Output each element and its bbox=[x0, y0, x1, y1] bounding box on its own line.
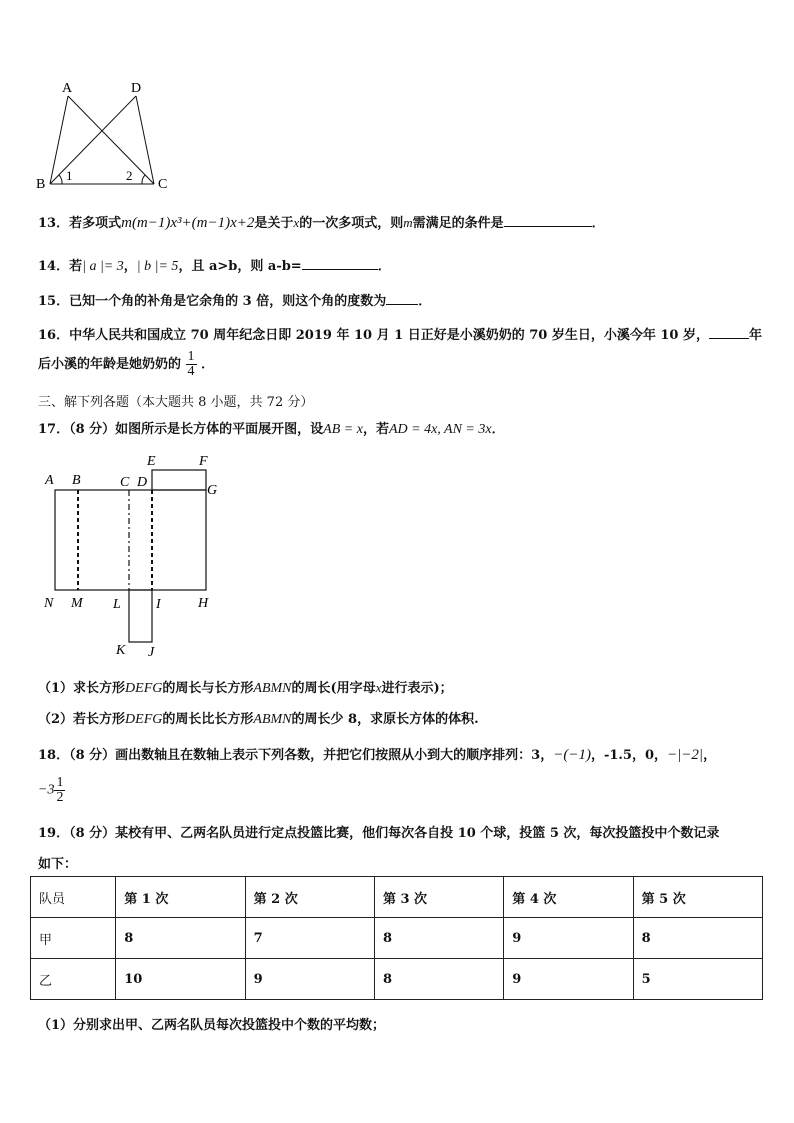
q17-part1-c: 的周长(用字母 bbox=[291, 681, 376, 696]
question-18 bbox=[38, 744, 716, 764]
q16-line1-end: 年 bbox=[749, 328, 763, 343]
table-row bbox=[31, 959, 763, 1000]
table-header-cell: 第 4 次 bbox=[504, 877, 633, 918]
q13-answer-blank[interactable] bbox=[504, 214, 592, 227]
net-label-i: I bbox=[156, 597, 161, 612]
table-header-cell: 第 1 次 bbox=[116, 877, 245, 918]
label-b: B bbox=[36, 177, 46, 192]
label-c: C bbox=[158, 177, 168, 192]
angle-1-arc bbox=[59, 175, 62, 184]
q17-text2: ，若 bbox=[362, 422, 389, 437]
question-16-line1 bbox=[38, 324, 762, 343]
net-label-l: L bbox=[113, 597, 121, 612]
question-14 bbox=[38, 255, 391, 275]
q13-end: ． bbox=[591, 216, 605, 231]
table-cell: 7 bbox=[245, 918, 374, 959]
table-cell: 8 bbox=[374, 918, 503, 959]
q13-prefix: 若多项式 bbox=[69, 216, 122, 231]
q14-text2: ，且 a>b，则 a-b= bbox=[178, 259, 302, 274]
cuboid-net-figure bbox=[40, 448, 240, 663]
q16-line1: 16．中华人民共和国成立 70 周年纪念日即 2019 年 10 月 1 日正好是小溪奶奶的 70 岁生日，小溪今年 10 岁， bbox=[38, 328, 709, 343]
net-label-a: A bbox=[45, 473, 54, 488]
table-cell: 8 bbox=[374, 959, 503, 1000]
q17-part1-a: （1）求长方形 bbox=[38, 681, 126, 696]
q16-frac-den: 4 bbox=[187, 364, 195, 379]
q18-num-3: 0 bbox=[645, 748, 655, 763]
q14-text1: 若 bbox=[69, 259, 83, 274]
q18-sep-2: ， bbox=[631, 748, 645, 763]
angle-2-arc bbox=[142, 175, 145, 184]
q13-var-x: x bbox=[293, 215, 300, 230]
q16-line2-end: ． bbox=[201, 357, 215, 372]
q18-num-1: −(−1) bbox=[553, 747, 591, 763]
question-15 bbox=[38, 290, 431, 309]
table-cell: 乙 bbox=[31, 959, 116, 1000]
q14-number: 14． bbox=[38, 259, 70, 274]
q14-abs-a: | a |= 3 bbox=[82, 259, 124, 274]
table-header-cell: 第 3 次 bbox=[374, 877, 503, 918]
q17-part1-defg: DEFG bbox=[125, 681, 163, 696]
q13-expression: m(m−1)x³+(m−1)x+2 bbox=[121, 215, 255, 231]
q17-cond1: AB = x bbox=[323, 422, 363, 437]
q13-middle: 是关于 bbox=[254, 216, 294, 231]
net-bottom-rect bbox=[129, 590, 152, 642]
q17-part2-b: 的周长比长方形 bbox=[162, 712, 254, 727]
net-top-rect bbox=[152, 470, 206, 490]
q16-fraction bbox=[186, 350, 197, 379]
q17-text: 17．（8 分）如图所示是长方体的平面展开图，设 bbox=[38, 422, 324, 437]
q14-answer-blank[interactable] bbox=[302, 257, 378, 270]
q17-part2-defg: DEFG bbox=[125, 712, 163, 727]
table-cell: 甲 bbox=[31, 918, 116, 959]
q18-text: 18．（8 分）画出数轴且在数轴上表示下列各数，并把它们按照从小到大的顺序排列：3， bbox=[38, 748, 554, 763]
q13-number: 13． bbox=[38, 216, 70, 231]
q18-mixed-number bbox=[38, 776, 65, 805]
net-label-e: E bbox=[147, 454, 156, 469]
q17-cond2: AD = 4x, AN = 3x bbox=[388, 422, 492, 437]
table-cell: 9 bbox=[245, 959, 374, 1000]
net-label-j: J bbox=[148, 645, 155, 660]
label-angle-1: 1 bbox=[66, 168, 73, 183]
table-cell: 9 bbox=[504, 959, 633, 1000]
q18-num-4: −|−2| bbox=[667, 747, 704, 763]
question-17-part1 bbox=[38, 677, 453, 697]
q15-answer-blank[interactable] bbox=[386, 292, 418, 305]
net-label-n: N bbox=[44, 596, 54, 611]
q18-num-2: -1.5 bbox=[603, 748, 632, 763]
net-label-d: D bbox=[137, 475, 148, 490]
net-label-m: M bbox=[71, 596, 83, 611]
segment-dc bbox=[136, 96, 154, 184]
section-3-heading: 三、解下列各题（本大题共 8 小题，共 72 分） bbox=[38, 395, 314, 410]
net-label-c: C bbox=[120, 475, 130, 490]
q18-mixed-den: 2 bbox=[56, 790, 64, 805]
q17-part1-b: 的周长与长方形 bbox=[162, 681, 254, 696]
q17-part1-abmn: ABMN bbox=[253, 681, 292, 696]
q16-frac-num: 1 bbox=[187, 349, 195, 364]
table-row bbox=[31, 918, 763, 959]
q17-part2-c: 的周长少 8，求原长方体的体积. bbox=[291, 712, 479, 727]
q13-middle2: 的一次多项式，则 bbox=[299, 216, 404, 231]
table-header-cell: 第 5 次 bbox=[633, 877, 762, 918]
table-cell: 10 bbox=[116, 959, 245, 1000]
q14-abs-b: | b |= 5 bbox=[136, 259, 179, 274]
label-d: D bbox=[131, 81, 142, 96]
q18-sep-4: ， bbox=[703, 748, 717, 763]
segment-bd bbox=[50, 96, 136, 184]
question-19-line1: 19．（8 分）某校有甲、乙两名队员进行定点投篮比赛，他们每次各自投 10 个球，投篮 5 次，每次投篮投中个数记录 bbox=[38, 826, 720, 841]
q16-answer-blank[interactable] bbox=[709, 326, 749, 339]
q18-mixed-whole: −3 bbox=[38, 782, 55, 798]
net-label-f: F bbox=[199, 454, 208, 469]
q18-sep-3: ， bbox=[654, 748, 668, 763]
q14-end: ． bbox=[377, 259, 391, 274]
q18-mixed-fraction bbox=[54, 776, 65, 805]
segment-ac bbox=[68, 96, 154, 184]
net-label-h: H bbox=[198, 596, 209, 611]
q16-line2: 后小溪的年龄是她奶奶的 bbox=[38, 357, 182, 372]
question-19-line2: 如下： bbox=[38, 857, 78, 872]
q13-suffix: 需满足的条件是 bbox=[412, 216, 504, 231]
table-header-row bbox=[31, 877, 763, 918]
label-angle-2: 2 bbox=[126, 168, 133, 183]
question-17 bbox=[38, 418, 505, 438]
q13-var-m: m bbox=[403, 215, 413, 230]
net-label-g: G bbox=[207, 483, 218, 498]
table-cell: 9 bbox=[504, 918, 633, 959]
q17-part2-a: （2）若长方形 bbox=[38, 712, 126, 727]
net-label-k: K bbox=[116, 643, 126, 658]
net-label-b: B bbox=[72, 473, 81, 488]
table-cell: 8 bbox=[116, 918, 245, 959]
q14-comma: ， bbox=[123, 259, 137, 274]
score-table bbox=[30, 876, 763, 1000]
q17-part1-x: x bbox=[375, 680, 382, 695]
q17-part2-abmn: ABMN bbox=[253, 712, 292, 727]
q15-end: ． bbox=[418, 294, 432, 309]
label-a: A bbox=[62, 81, 73, 96]
question-17-part2 bbox=[38, 708, 479, 728]
q17-part1-d: 进行表示)； bbox=[381, 681, 453, 696]
table-header-cell: 第 2 次 bbox=[245, 877, 374, 918]
q18-sep-1: ， bbox=[590, 748, 604, 763]
question-13 bbox=[38, 212, 605, 232]
question-19-part1: （1）分别求出甲、乙两名队员每次投篮投中个数的平均数； bbox=[38, 1018, 386, 1033]
q18-mixed-num: 1 bbox=[56, 775, 64, 790]
q17-end: ． bbox=[491, 422, 505, 437]
table-cell: 8 bbox=[633, 918, 762, 959]
question-16-line2 bbox=[38, 350, 214, 379]
q15-text: 15．已知一个角的补角是它余角的 3 倍，则这个角的度数为 bbox=[38, 294, 387, 309]
triangle-figure bbox=[30, 78, 180, 198]
table-cell: 5 bbox=[633, 959, 762, 1000]
table-header-cell: 队员 bbox=[31, 877, 116, 918]
